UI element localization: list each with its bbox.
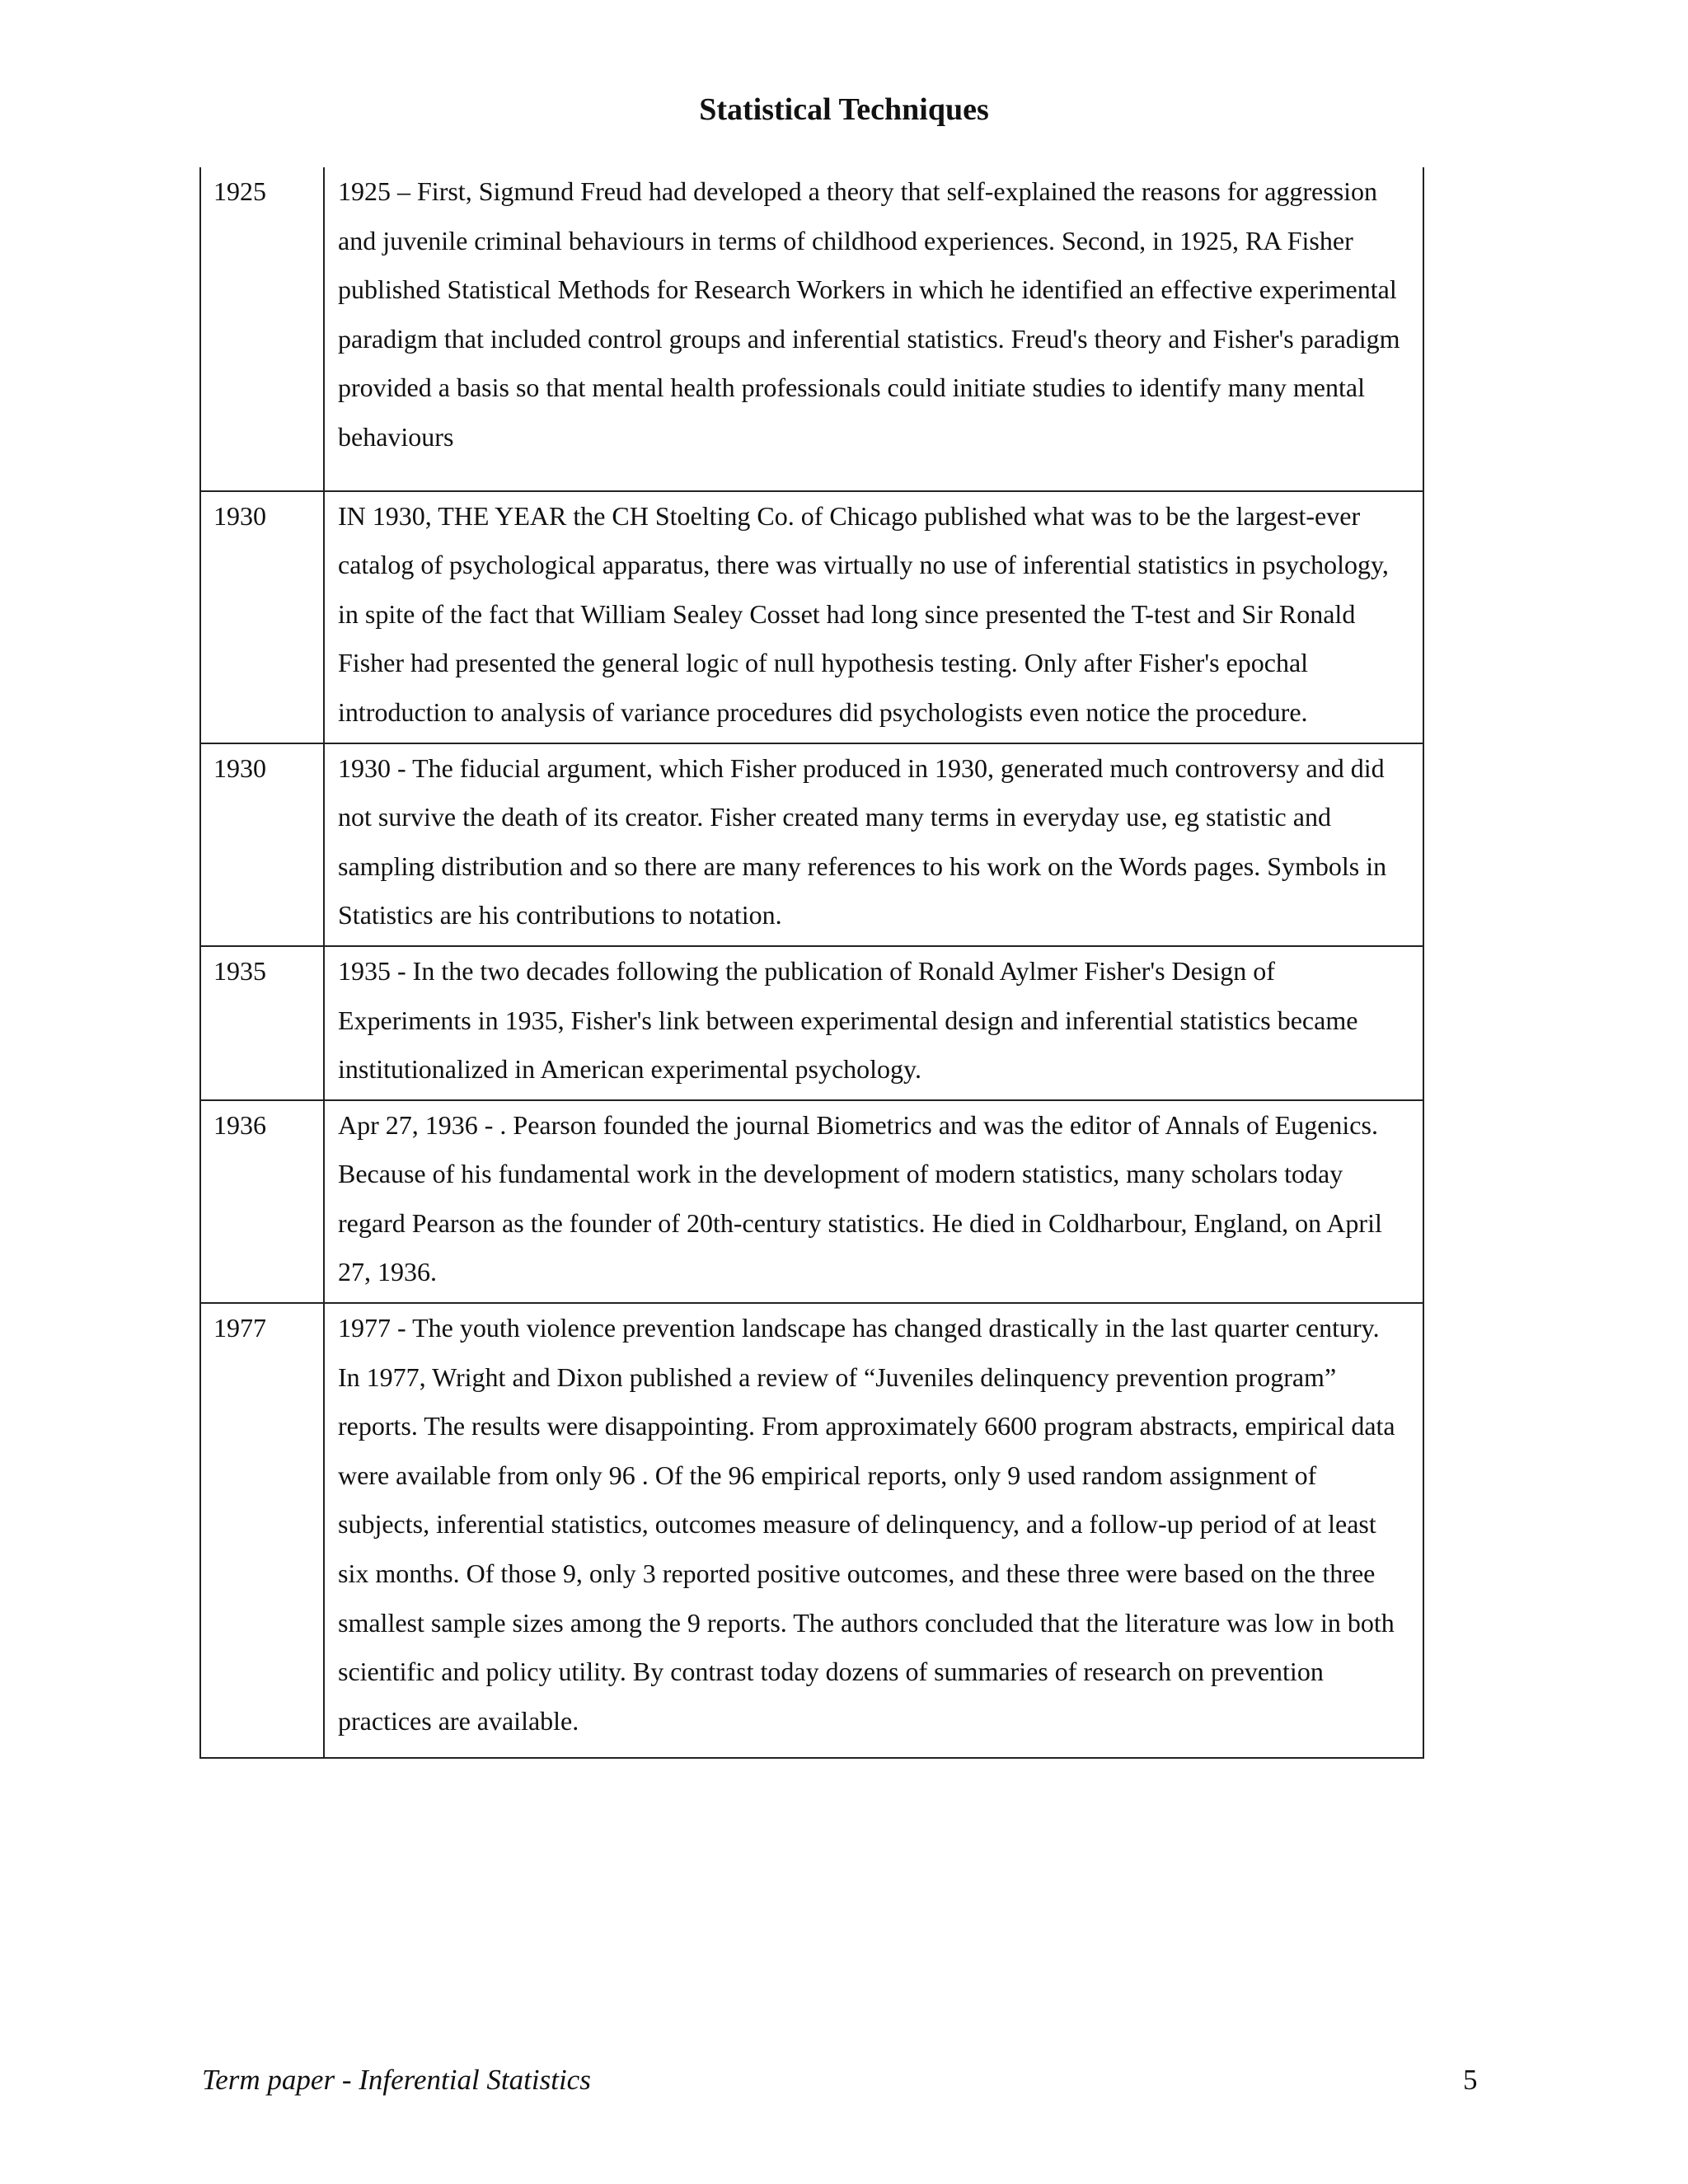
description-cell: IN 1930, THE YEAR the CH Stoelting Co. of Chicago published what was to be the largest-ever catalog of psychological apparatus, there was virtually no use of inferential statistics in psychology, in spite of the fact that William Sealey Cosset had long since presented the T-test and Sir Ronald Fisher had presented the general logic of null hypothesis testing. Only after Fisher's epochal introduction to analysis of variance procedures did psychologists even notice the procedure.: [324, 491, 1423, 743]
table-row: [200, 491, 1423, 743]
table-row: [200, 946, 1423, 1100]
description-cell: 1930 - The fiducial argument, which Fisher produced in 1930, generated much controversy and did not survive the death of its creator. Fisher created many terms in everyday use, eg statistic and sampling distribution and so there are many references to his work on the Words pages. Symbols in Statistics are his contributions to notation.: [324, 743, 1423, 946]
year-cell: 1925: [200, 167, 324, 491]
year-cell: 1936: [200, 1100, 324, 1303]
timeline-table: [199, 167, 1424, 1759]
year-cell: 1930: [200, 491, 324, 743]
description-cell: 1977 - The youth violence prevention landscape has changed drastically in the last quarter century. In 1977, Wright and Dixon published a review of “Juveniles delinquency prevention program” reports. The results were disappointing. From approximately 6600 program abstracts, empirical data were available from only 96 . Of the 96 empirical reports, only 9 used random assignment of subjects, inferential statistics, outcomes measure of delinquency, and a follow-up period of at least six months. Of those 9, only 3 reported positive outcomes, and these three were based on the three smallest sample sizes among the 9 reports. The authors concluded that the literature was low in both scientific and policy utility. By contrast today dozens of summaries of research on prevention practices are available.: [324, 1303, 1423, 1758]
year-cell: 1930: [200, 743, 324, 946]
table-row: [200, 1100, 1423, 1303]
description-cell: 1935 - In the two decades following the publication of Ronald Aylmer Fisher's Design of Experiments in 1935, Fisher's link between experimental design and inferential statistics became institutionalized in American experimental psychology.: [324, 946, 1423, 1100]
year-cell: 1935: [200, 946, 324, 1100]
description-cell: 1925 – First, Sigmund Freud had developed a theory that self-explained the reasons for aggression and juvenile criminal behaviours in terms of childhood experiences. Second, in 1925, RA Fisher published Statistical Methods for Research Workers in which he identified an effective experimental paradigm that included control groups and inferential statistics. Freud's theory and Fisher's paradigm provided a basis so that mental health professionals could initiate studies to identify many mental behaviours: [324, 167, 1423, 491]
year-cell: 1977: [200, 1303, 324, 1758]
table-row: [200, 1303, 1423, 1758]
table-row: [200, 167, 1423, 491]
footer-title: Term paper - Inferential Statistics: [202, 2064, 591, 2096]
page-title: Statistical Techniques: [699, 92, 989, 127]
page-number: 5: [1463, 2064, 1478, 2096]
table-row: [200, 743, 1423, 946]
description-cell: Apr 27, 1936 - . Pearson founded the journal Biometrics and was the editor of Annals of Eugenics. Because of his fundamental work in the development of modern statistics, many scholars today regard Pearson as the founder of 20th-century statistics. He died in Coldharbour, England, on April 27, 1936.: [324, 1100, 1423, 1303]
